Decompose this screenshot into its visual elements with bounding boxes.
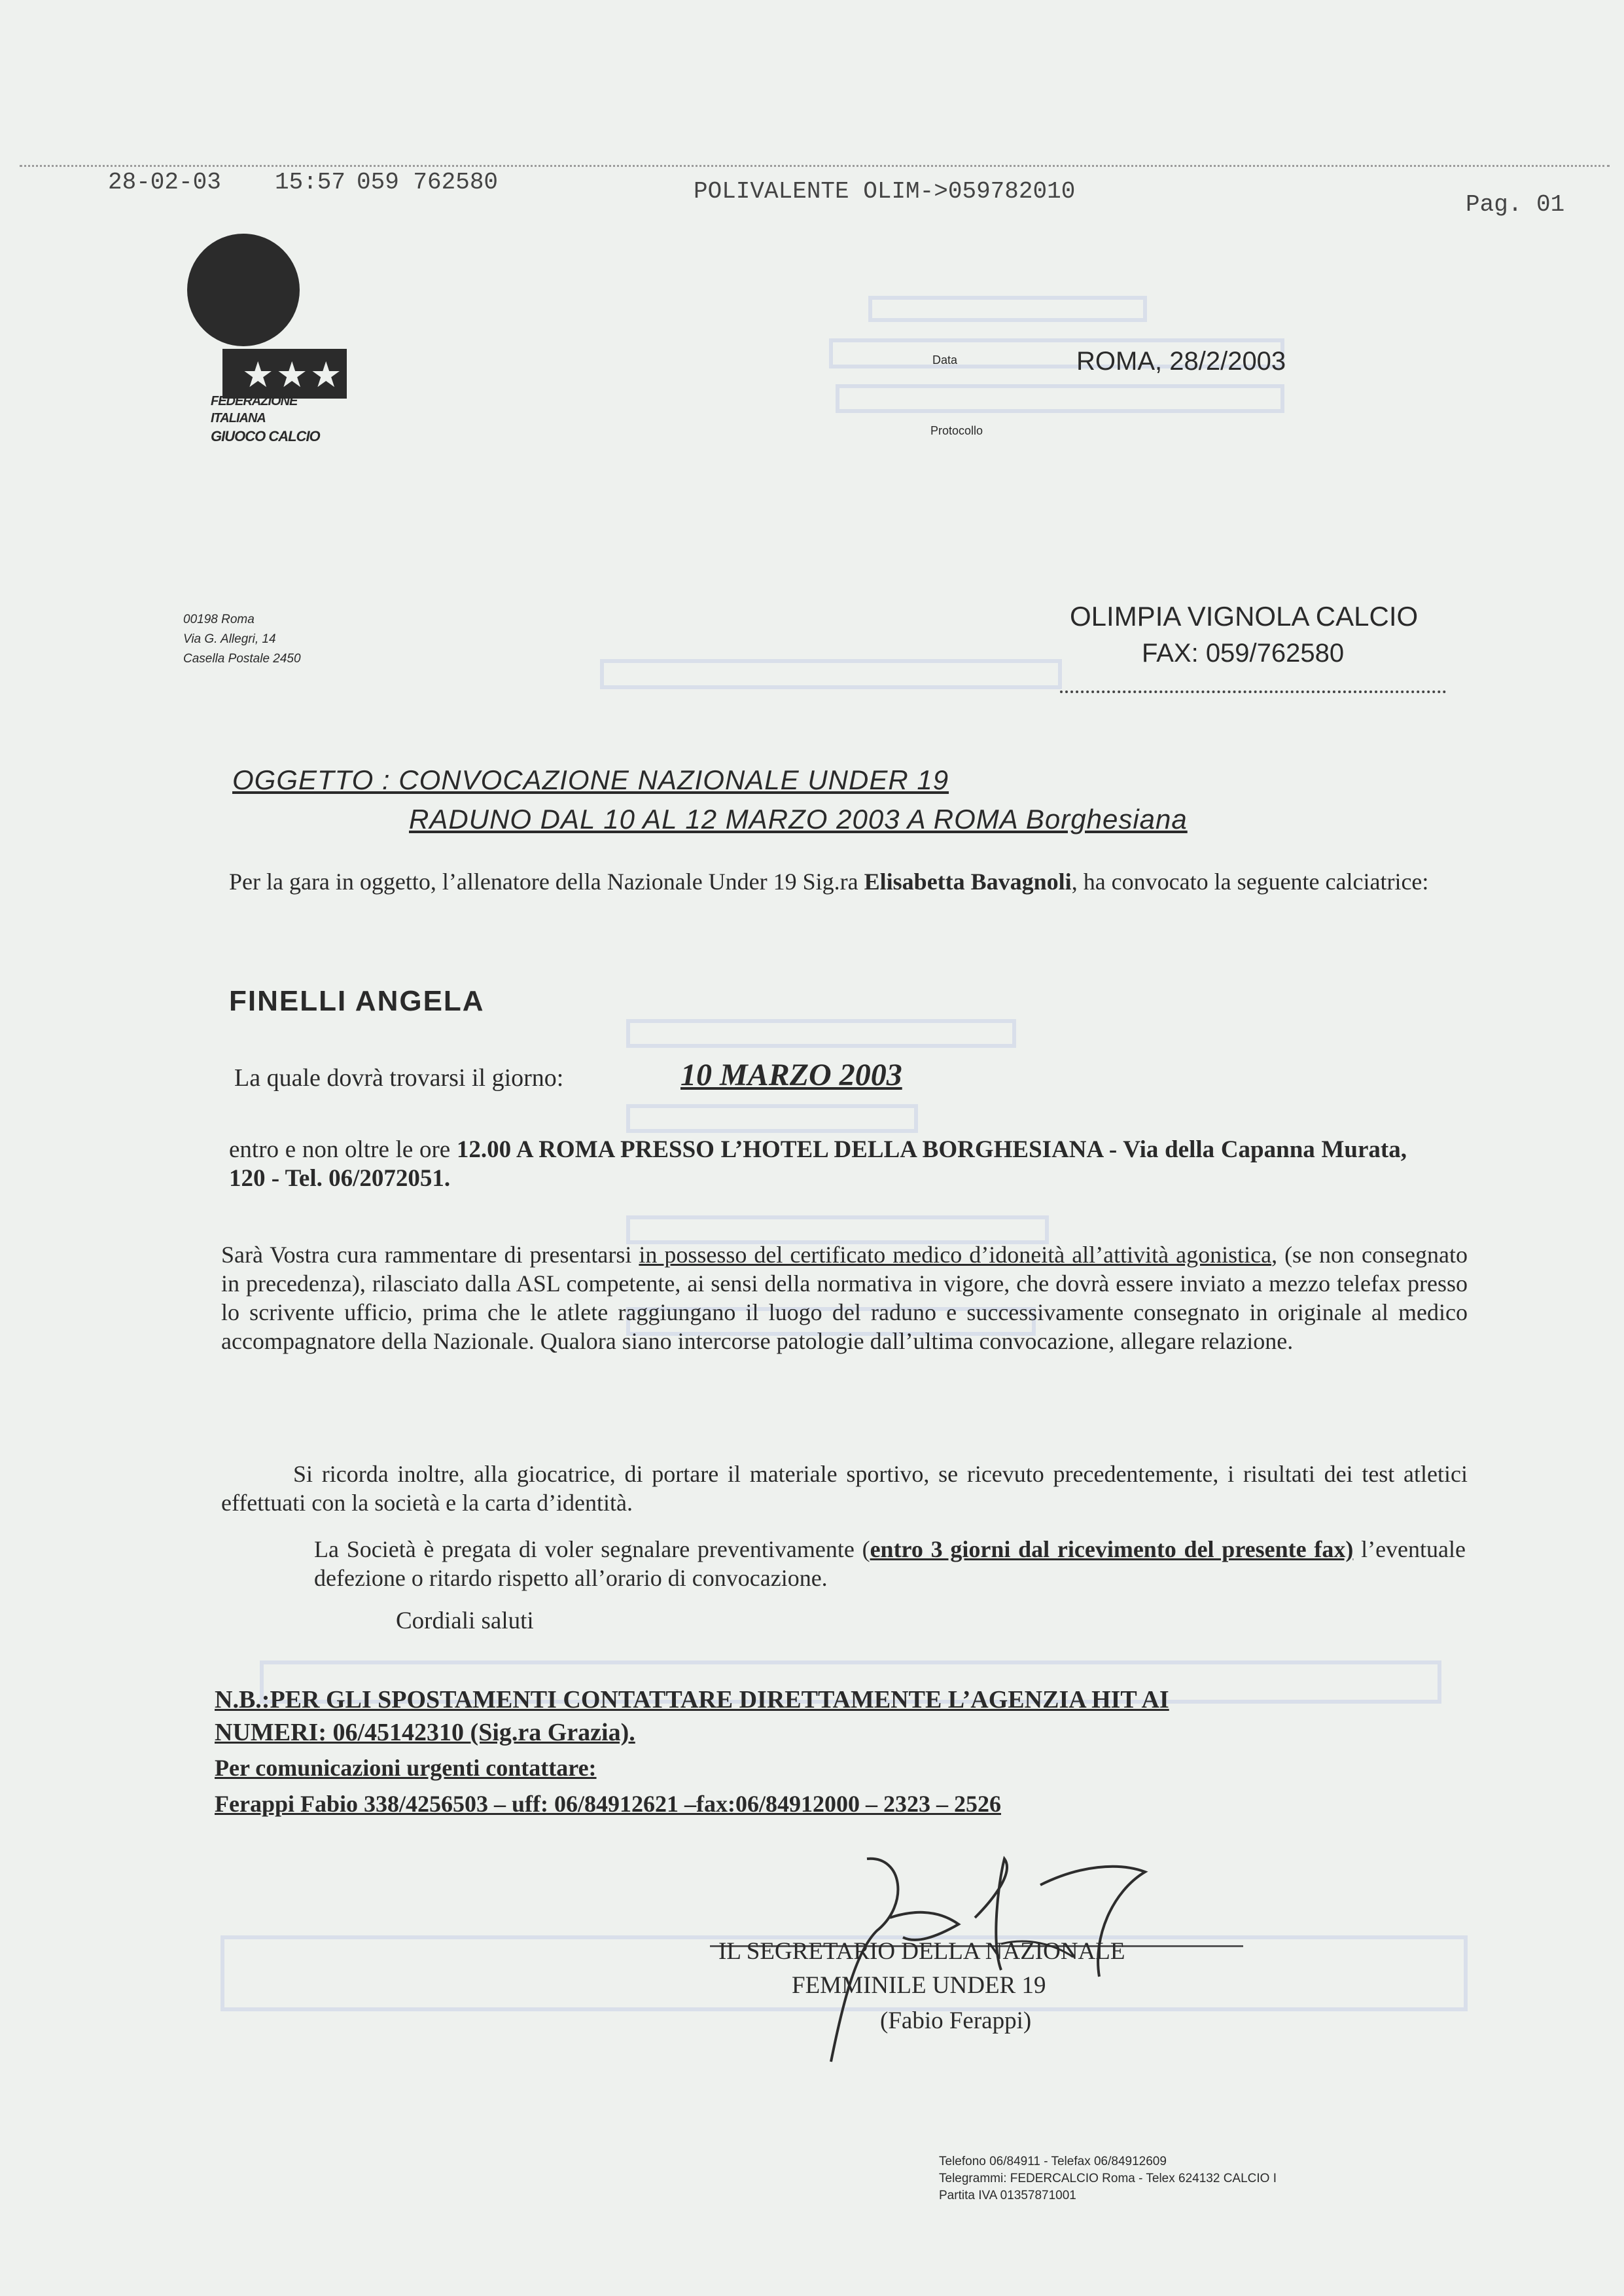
document-date: ROMA, 28/2/2003: [1076, 347, 1286, 376]
notice-deadline: entro 3 giorni dal ricevimento del presente fax): [870, 1536, 1354, 1562]
intro-tail: , ha convocato la seguente calciatrice:: [1071, 869, 1429, 895]
fax-header-rule: [20, 165, 1610, 167]
fax-date: 28-02-03: [108, 169, 221, 196]
address-line: Via G. Allegri, 14: [183, 632, 276, 646]
logo-line-3: GIUOCO CALCIO: [211, 428, 320, 444]
notice-text-b: l’eventuale defezione o ritardo rispetto all’orario di convocazione.: [314, 1536, 1466, 1591]
signatory-title-2: FEMMINILE UNDER 19: [792, 1972, 1046, 1999]
address-line: Casella Postale 2450: [183, 652, 301, 666]
recipient-fax: FAX: 059/762580: [1142, 639, 1345, 668]
ghost-band: [628, 1106, 916, 1131]
signatory-title-1: IL SEGRETARIO DELLA NAZIONALE: [718, 1938, 1125, 1965]
nb-line-2: NUMERI: 06/45142310 (Sig.ra Grazia).: [215, 1719, 635, 1746]
notice-text-a: La Società è pregata di voler segnalare preventivamente (: [314, 1536, 870, 1562]
data-label: Data: [932, 353, 958, 367]
meeting-paragraph: [229, 1136, 1407, 1193]
fax-time: 15:57: [275, 169, 346, 196]
convocation-date: 10 MARZO 2003: [680, 1058, 902, 1092]
subject-line-1: OGGETTO : CONVOCAZIONE NAZIONALE UNDER 19: [232, 764, 949, 795]
footer-line: Partita IVA 01357871001: [939, 2189, 1076, 2202]
intro-paragraph: [229, 867, 1472, 896]
player-name: FINELLI ANGELA: [229, 985, 485, 1017]
protocollo-label: Protocollo: [930, 424, 983, 437]
certificate-text-a: Sarà Vostra cura rammentare di presentarsi: [221, 1242, 639, 1268]
ghost-band: [838, 386, 1282, 411]
address-line: 00198 Roma: [183, 613, 255, 626]
nb-line-4: Ferappi Fabio 338/4256503 – uff: 06/84912621 –fax:06/84912000 – 2323 – 2526: [215, 1791, 1001, 1817]
nb-line-1: N.B.:PER GLI SPOSTAMENTI CONTATTARE DIRETTAMENTE L’AGENZIA HIT AI: [215, 1686, 1169, 1713]
svg-text:★: ★: [310, 354, 342, 395]
certificate-text-b: , (se non consegnato in precedenza), rilasciato dalla ASL competente, ai sensi della normativa in vigore, che dovrà essere inviato a mezzo telefax presso lo scrivente ufficio, prima che le atlete raggiungano il luogo del raduno e successivamente consegnato in originale al medico accompagnatore della Nazionale. Qualora siano intercorse patologie dall’ultima convocazione, allegare relazione.: [221, 1242, 1468, 1354]
fax-route: POLIVALENTE OLIM->059782010: [694, 178, 1076, 205]
footer-contacts: [939, 2153, 1277, 2204]
intro-text: Per la gara in oggetto, l’allenatore della Nazionale Under 19 Sig.ra: [229, 869, 864, 895]
nb-line-3: Per comunicazioni urgenti contattare:: [215, 1755, 597, 1781]
coach-name: Elisabetta Bavagnoli: [864, 869, 1072, 895]
recipient-rule: [1060, 691, 1446, 693]
subject-line-2: RADUNO DAL 10 AL 12 MARZO 2003 A ROMA Borghesiana: [409, 804, 1188, 834]
ghost-band: [602, 661, 1060, 687]
reminder-paragraph: Si ricorda inoltre, alla giocatrice, di portare il materiale sportivo, se ricevuto precedentemente, i risultati dei test atletici effettuati con la società e la carta d’identità.: [221, 1461, 1468, 1516]
certificate-requirement: in possesso del certificato medico d’idoneità all’attività agonistica: [639, 1242, 1272, 1268]
footer-line: Telefono 06/84911 - Telefax 06/84912609: [939, 2155, 1167, 2168]
logo-line-2: ITALIANA: [211, 411, 266, 425]
ghost-band: [870, 298, 1145, 320]
logo-line-1: FEDERAZIONE: [211, 394, 298, 408]
notice-paragraph: [314, 1535, 1466, 1592]
svg-text:★: ★: [242, 354, 274, 395]
signatory-name: (Fabio Ferappi): [880, 2007, 1032, 2034]
fax-sender-number: 059 762580: [357, 169, 499, 196]
recipient-name: OLIMPIA VIGNOLA CALCIO: [1070, 601, 1419, 632]
fax-page-number: Pag. 01: [1466, 191, 1565, 218]
figc-logo-icon: [185, 232, 355, 403]
sender-address: [183, 610, 301, 669]
certificate-paragraph: [221, 1240, 1468, 1355]
meeting-prefix: entro e non oltre le ore: [229, 1136, 457, 1163]
footer-line: Telegrammi: FEDERCALCIO Roma - Telex 624132 CALCIO I: [939, 2172, 1277, 2185]
closing-greeting: Cordiali saluti: [396, 1607, 534, 1634]
day-label: La quale dovrà trovarsi il giorno:: [234, 1064, 564, 1092]
meeting-place: 12.00 A ROMA PRESSO L’HOTEL DELLA BORGHESIANA - Via della Capanna Murata, 120 - Tel. 06/2072051.: [229, 1136, 1407, 1192]
ghost-band: [628, 1021, 1014, 1046]
ghost-band: [628, 1217, 1047, 1242]
svg-text:★: ★: [276, 354, 308, 395]
